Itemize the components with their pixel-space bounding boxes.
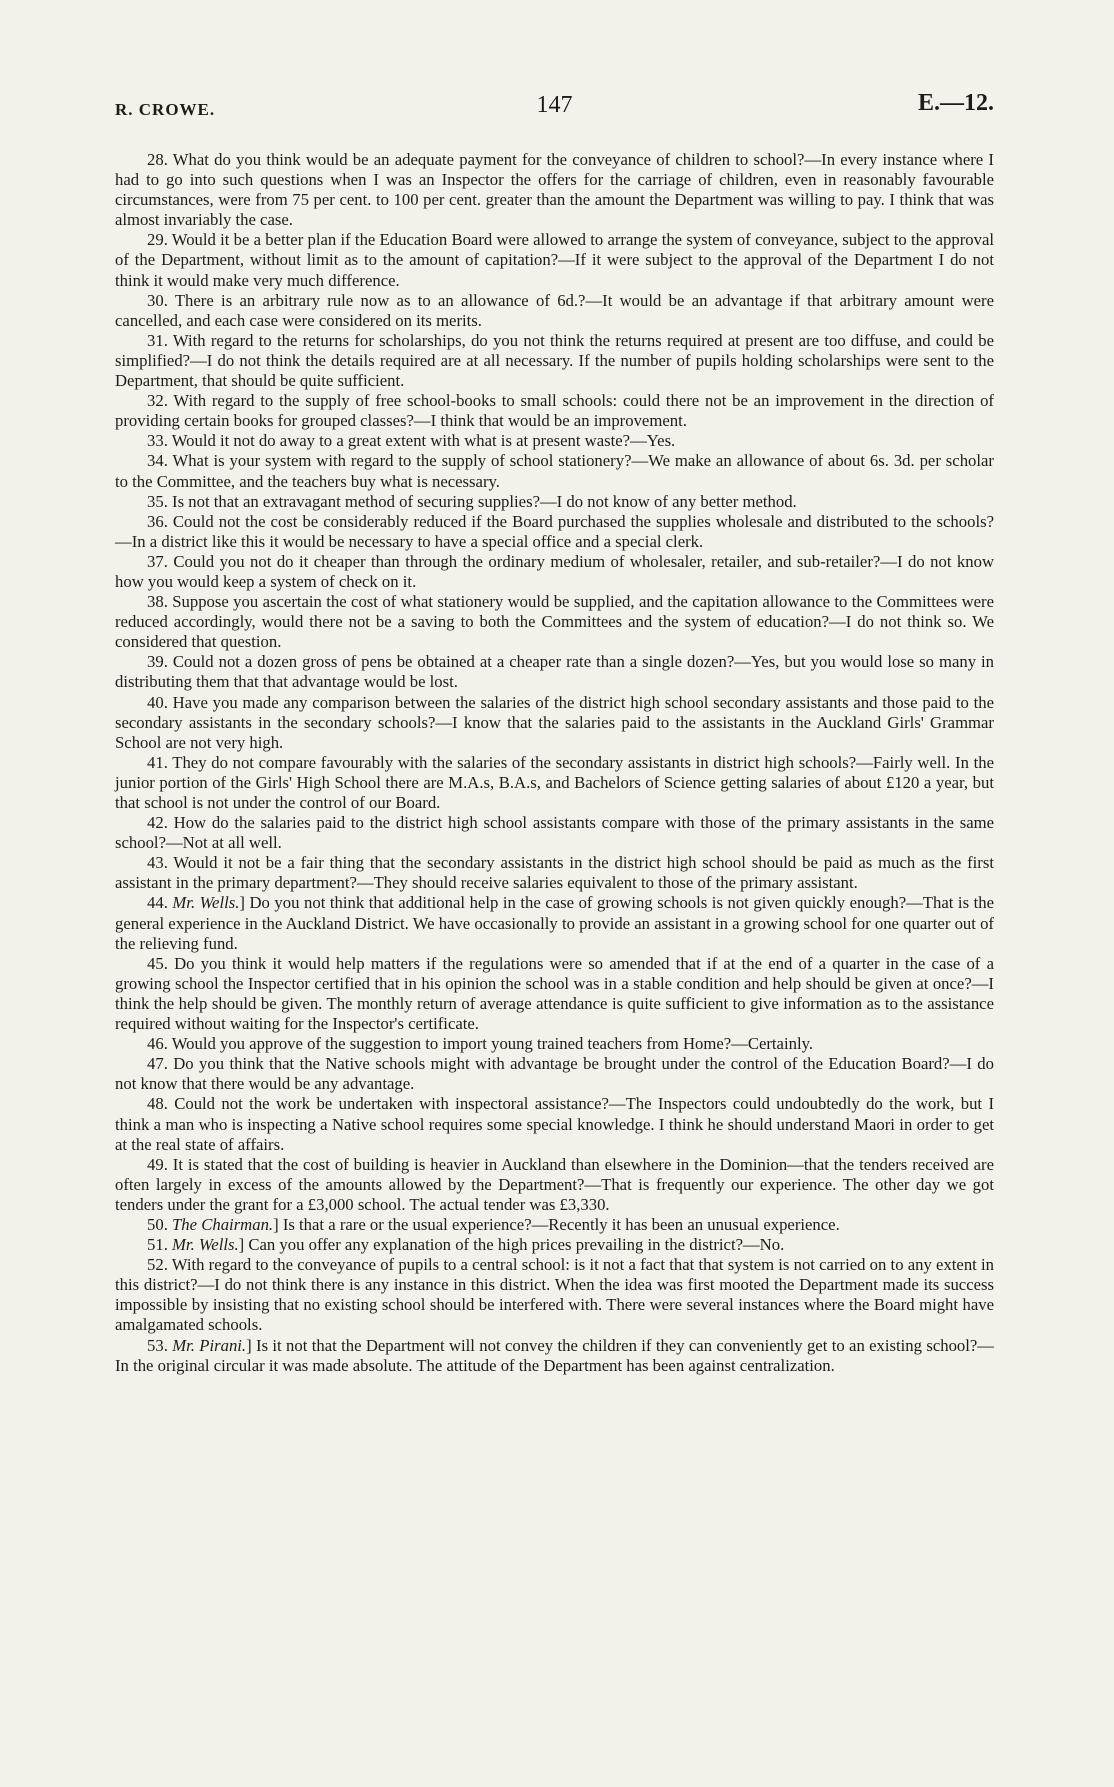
question-number: 50. [147,1214,168,1234]
speaker-name: Mr. Pirani. [172,1335,247,1355]
question-35: 35. Is not that an extravagant method of securing supplies?—I do not know of any better method. [147,491,797,511]
question-41: 41. They do not compare favourably with the salaries of the secondary assistants in district high schools?—Fairly well. In the junior portion of the Girls' High School there are M.A.s, B.A.s, and Bachelors of Science getting salaries of about £120 a year, but that school is not under the control of our Board. [115,752,994,812]
question-43: 43. Would it not be a fair thing that the secondary assistants in the district high school should be paid as much as the first assistant in the primary department?—They should receive salaries equivalent to those of the primary assistant. [115,853,994,893]
evidence-body [115,150,994,1376]
question-30: 30. There is an arbitrary rule now as to an allowance of 6d.?—It would be an advantage if that arbitrary amount were cancelled, and each case were considered on its merits. [115,290,994,330]
question-42: 42. How do the salaries paid to the district high school assistants compare with those of the primary assistants in the same school?—Not at all well. [115,813,994,853]
question-32: 32. With regard to the supply of free school-books to small schools: could there not be an improvement in the direction of providing certain books for grouped classes?—I think that would be an improvement. [115,391,994,431]
question-34: 34. What is your system with regard to the supply of school stationery?—We make an allowance of about 6s. 3d. per scholar to the Committee, and the teachers buy what is necessary. [115,451,994,491]
question-text: ] Is it not that the Department will not convey the children if they can conveniently get to an existing school?—In the original circular it was made absolute. The attitude of the Department has been against centralization. [115,1335,994,1375]
question-text: ] Can you offer any explanation of the high prices prevailing in the district?—No. [238,1235,785,1255]
question-50 [115,1215,994,1235]
question-text: ] Is that a rare or the usual experience?—Recently it has been an unusual experience. [273,1214,840,1234]
question-46: 46. Would you approve of the suggestion to import young trained teachers from Home?—Certainly. [147,1034,814,1054]
question-53 [115,1336,994,1376]
page-header [115,0,994,150]
page-number: 147 [536,92,573,118]
question-28: 28. What do you think would be an adequate payment for the conveyance of children to school?—In every instance where I had to go into such questions when I was an Inspector the offers for the carriage of children, even in reasonably favourable circumstances, were from 75 per cent. to 100 per cent. greater than the amount the Department was willing to pay. I think that was almost invariably the case. [115,150,994,230]
speaker-name: The Chairman. [172,1214,274,1234]
question-39: 39. Could not a dozen gross of pens be obtained at a cheaper rate than a single dozen?—Yes, but you would lose so many in distributing them that that advantage would be lost. [115,652,994,692]
question-37: 37. Could you not do it cheaper than through the ordinary medium of wholesaler, retailer, and sub-retailer?—I do not know how you would keep a system of check on it. [115,551,994,591]
question-45: 45. Do you think it would help matters if the regulations were so amended that if at the end of a quarter in the case of a growing school the Inspector certified that in his opinion the school was in a stable condition and help should be given at once?—I think the help should be given. The monthly return of average attendance is quite sufficient to give information as to the assistance required without waiting for the Inspector's certificate. [115,953,994,1034]
question-number: 53. [147,1335,168,1355]
question-49: 49. It is stated that the cost of building is heavier in Auckland than elsewhere in the Dominion—that the tenders received are often largely in excess of the amounts allowed by the Department?—That is frequently our experience. The other day we got tenders under the grant for a £3,000 school. The actual tender was £3,330. [115,1154,994,1214]
question-51 [115,1235,994,1255]
question-40: 40. Have you made any comparison between the salaries of the district high school secondary assistants and those paid to the secondary assistants in the secondary schools?—I know that the salaries paid to the assistants in the Auckland Girls' Grammar School are not very high. [115,692,994,752]
question-number: 51. [147,1235,168,1255]
question-33: 33. Would it not do away to a great extent with what is at present waste?—Yes. [147,431,676,451]
question-44 [115,893,994,953]
question-47: 47. Do you think that the Native schools might with advantage be brought under the control of the Education Board?—I do not know that there would be any advantage. [115,1054,994,1094]
document-reference: E.—12. [917,90,994,116]
speaker-name: Mr. Wells. [172,893,240,913]
question-36: 36. Could not the cost be considerably reduced if the Board purchased the supplies wholesale and distributed to the schools?—In a district like this it would be necessary to have a special office and a special clerk. [115,511,994,551]
question-38: 38. Suppose you ascertain the cost of what stationery would be supplied, and the capitation allowance to the Committees were reduced accordingly, would there not be a saving to both the Committees and the system of education?—I do not think so. We considered that question. [115,592,994,652]
question-29: 29. Would it be a better plan if the Education Board were allowed to arrange the system of conveyance, subject to the approval of the Department, without limit as to the amount of capitation?—If it were subject to the approval of the Department I do not think it would make very much difference. [115,230,994,290]
witness-name: R. CROWE. [115,100,216,119]
question-48: 48. Could not the work be undertaken with inspectoral assistance?—The Inspectors could undoubtedly do the work, but I think a man who is inspecting a Native school requires some special knowledge. I think he should understand Maori in order to get at the real state of affairs. [115,1094,994,1154]
speaker-name: Mr. Wells. [172,1235,239,1255]
question-number: 44. [147,893,168,913]
question-31: 31. With regard to the returns for scholarships, do you not think the returns required at present are too diffuse, and could be simplified?—I do not think the details required are at all necessary. If the number of pupils holding scholarships were sent to the Department, that should be quite sufficient. [115,330,994,391]
question-text: ] Do you not think that additional help in the case of growing schools is not given quickly enough?—That is the general experience in the Auckland District. We have occasionally to provide an assistant in a growing school for one quarter out of the relieving fund. [115,893,994,953]
question-52: 52. With regard to the conveyance of pupils to a central school: is it not a fact that that system is not carried on to any extent in this district?—I do not think there is any instance in this district. When the idea was first mooted the Department made its success impossible by insisting that no existing school should be interfered with. There were several instances where the Board might have amalgamated schools. [115,1255,994,1335]
